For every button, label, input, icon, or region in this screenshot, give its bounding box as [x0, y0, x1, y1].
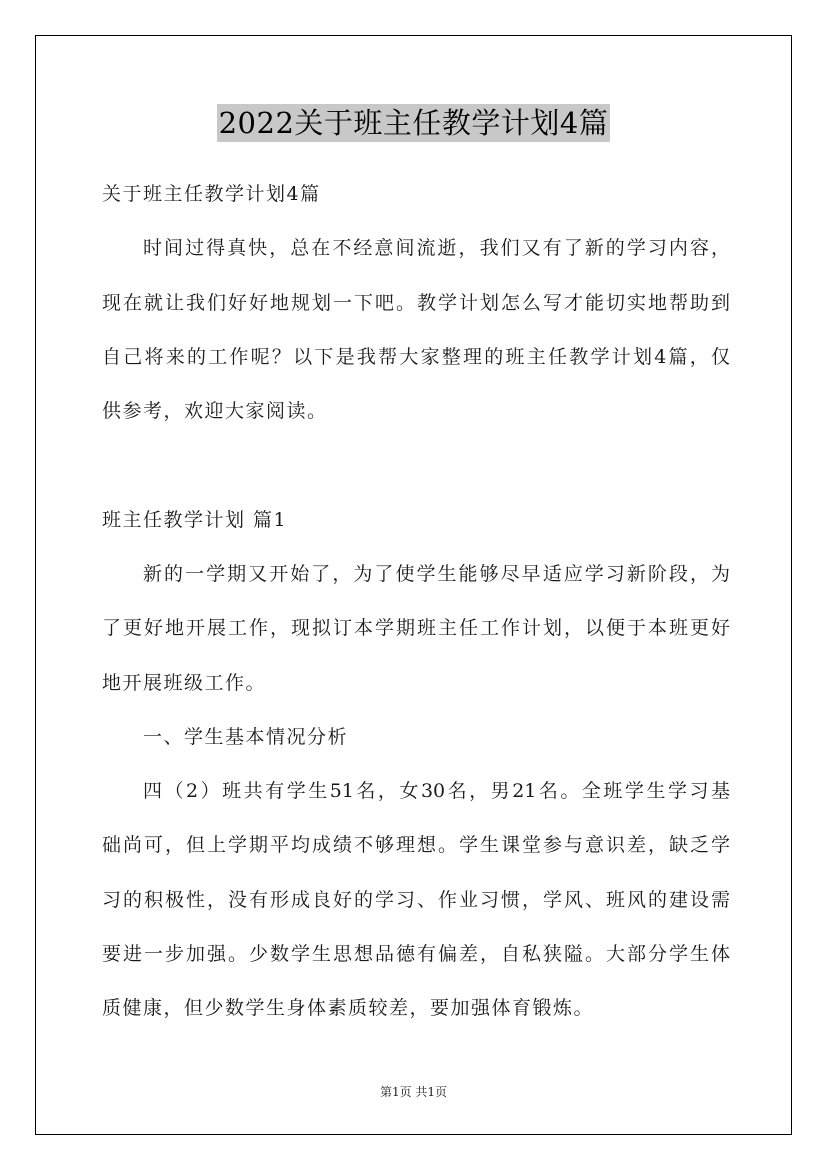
intro-line: 时间过得真快，总在不经意间流逝，我们又有了新的学习内容， — [143, 237, 730, 259]
section-paragraph-line: 了更好地开展工作，现拟订本学期班主任工作计划，以便于本班更好 — [102, 617, 730, 639]
title-container — [0, 104, 827, 142]
intro-line: 自己将来的工作呢？以下是我帮大家整理的班主任教学计划4篇，仅 — [102, 346, 730, 368]
analysis-line: 四（2）班共有学生51名，女30名，男21名。全班学生学习基 — [143, 780, 730, 802]
analysis-line: 质健康，但少数学生身体素质较差，要加强体育锻炼。 — [102, 997, 595, 1019]
page-number: 第1页 共1页 — [379, 1085, 448, 1099]
document-title: 2022关于班主任教学计划4篇 — [218, 106, 609, 140]
section-heading: 班主任教学计划 篇1 — [102, 509, 288, 531]
analysis-line: 习的积极性，没有形成良好的学习、作业习惯，学风、班风的建设需 — [102, 889, 730, 911]
document-subtitle: 关于班主任教学计划4篇 — [102, 183, 321, 205]
analysis-line: 要进一步加强。少数学生思想品德有偏差，自私狭隘。大部分学生体 — [102, 943, 730, 965]
analysis-line: 础尚可，但上学期平均成绩不够理想。学生课堂参与意识差，缺乏学 — [102, 834, 730, 856]
subheading: 一、学生基本情况分析 — [143, 726, 349, 748]
section-paragraph-line: 新的一学期又开始了，为了使学生能够尽早适应学习新阶段，为 — [143, 563, 730, 585]
intro-line: 供参考，欢迎大家阅读。 — [102, 400, 328, 422]
section-paragraph-line: 地开展班级工作。 — [102, 672, 267, 694]
intro-line: 现在就让我们好好地规划一下吧。教学计划怎么写才能切实地帮助到 — [102, 292, 730, 314]
